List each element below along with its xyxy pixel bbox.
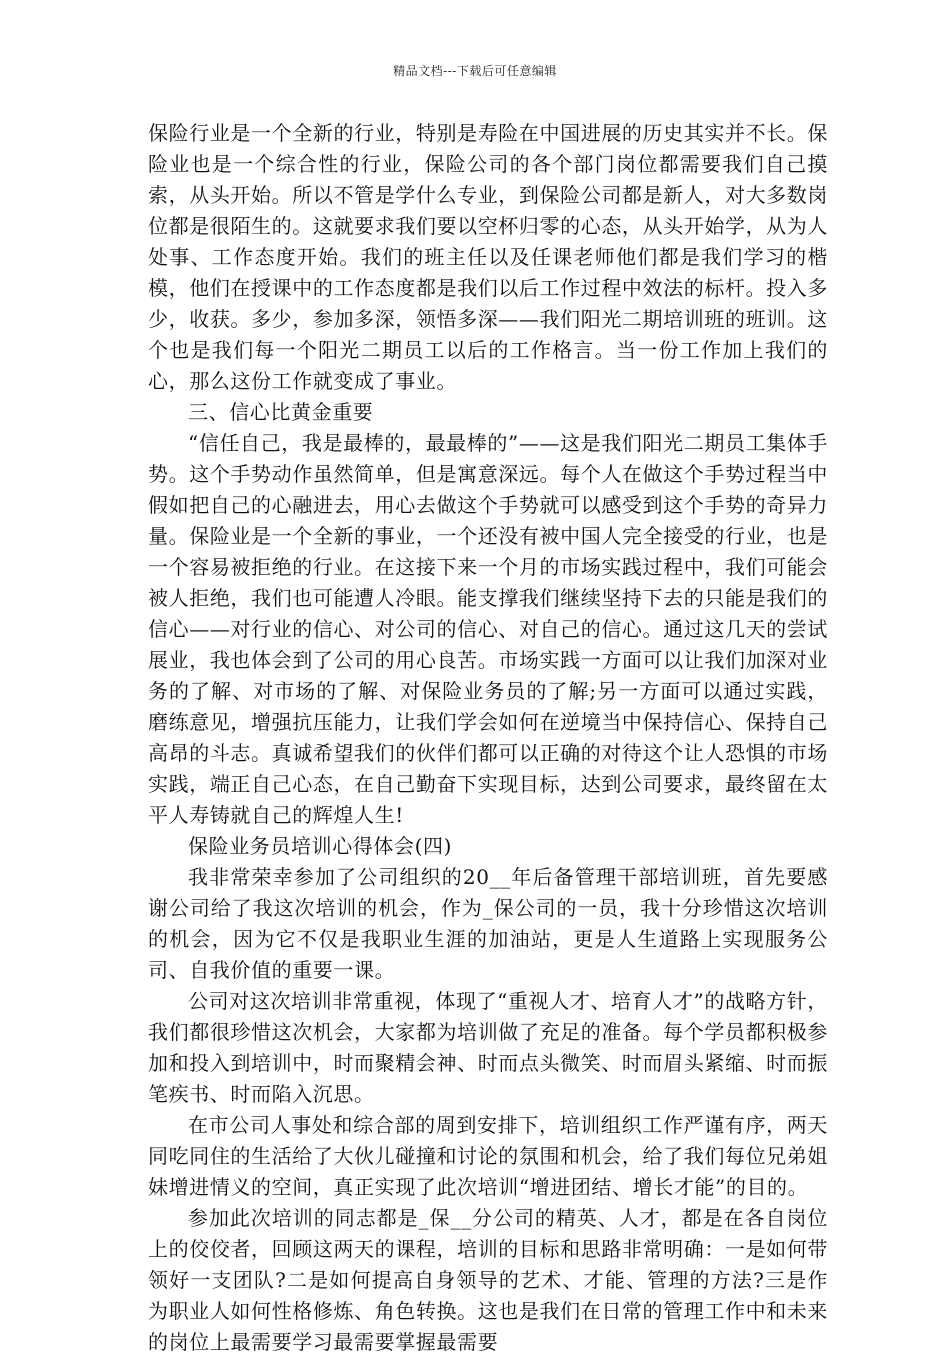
page-header: 精品文档---下载后可任意编辑 <box>393 64 557 78</box>
paragraph-6: 参加此次培训的同志都是_保__分公司的精英、人才，都是在各自岗位上的佼佼者，回顾这两天的课程，培训的目标和思路非常明确：一是如何带领好一支团队?二是如何提高自身领导的艺术、才能、管理的方法?三是作为职业人如何性格修炼、角色转换。这也是我们在日常的管理工作中和未来的岗位上最需要学习最需要掌握最需要 <box>148 1206 828 1354</box>
paragraph-2: “信任自己，我是最棒的，最最棒的”——这是我们阳光二期员工集体手势。这个手势动作虽然简单，但是寓意深远。每个人在做这个手势过程当中假如把自己的心融进去，用心去做这个手势就可以感受到这个手势的奇异力量。保险业是一个全新的事业，一个还没有被中国人完全接受的行业，也是一个容易被拒绝的行业。在这接下来一个月的市场实践过程中，我们可能会被人拒绝，我们也可能遭人冷眼。能支撑我们继续坚持下去的只能是我们的信心——对行业的信心、对公司的信心、对自己的信心。通过这几天的尝试展业，我也体会到了公司的用心良苦。市场实践一方面可以让我们加深对业务的了解、对市场的了解、对保险业务员的了解;另一方面可以通过实践，磨练意见，增强抗压能力，让我们学会如何在逆境当中保持信心、保持自己高昂的斗志。真诚希望我们的伙伴们都可以正确的对待这个让人恐惧的市场实践，端正自己心态，在自己勤奋下实现目标，达到公司要求，最终留在太平人寿铸就自己的辉煌人生! <box>148 431 828 827</box>
paragraph-1: 保险行业是一个全新的行业，特别是寿险在中国进展的历史其实并不长。保险业也是一个综合性的行业，保险公司的各个部门岗位都需要我们自己摸索，从头开始。所以不管是学什么专业，到保险公司都是新人，对大多数岗位都是很陌生的。这就要求我们要以空杯归零的心态，从头开始学，从为人处事、工作态度开始。我们的班主任以及任课老师他们都是我们学习的楷模，他们在授课中的工作态度都是我们以后工作过程中效法的标杆。投入多少，收获。多少，参加多深，领悟多深——我们阳光二期培训班的班训。这个也是我们每一个阳光二期员工以后的工作格言。当一份工作加上我们的心，那么这份工作就变成了事业。 <box>148 121 828 393</box>
paragraph-3: 我非常荣幸参加了公司组织的20__年后备管理干部培训班，首先要感谢公司给了我这次培训的机会，作为_保公司的一员，我十分珍惜这次培训的机会，因为它不仅是我职业生涯的加油站，更是人生道路上实现服务公司、自我价值的重要一课。 <box>148 865 828 982</box>
document-body <box>148 118 828 1358</box>
section-heading-3: 三、信心比黄金重要 <box>188 400 374 424</box>
paragraph-4: 公司对这次培训非常重视，体现了“重视人才、培育人才”的战略方针，我们都很珍惜这次机会，大家都为培训做了充足的准备。每个学员都积极参加和投入到培训中，时而聚精会神、时而点头微笑、时而眉头紧缩、时而振笔疾书、时而陷入沉思。 <box>148 989 828 1106</box>
paragraph-5: 在市公司人事处和综合部的周到安排下，培训组织工作严谨有序，两天同吃同住的生活给了大伙儿碰撞和讨论的氛围和机会，给了我们每位兄弟姐妹增进情义的空间，真正实现了此次培训“增进团结、增长才能”的目的。 <box>148 1113 828 1199</box>
article-title-4: 保险业务员培训心得体会(四) <box>188 834 453 858</box>
